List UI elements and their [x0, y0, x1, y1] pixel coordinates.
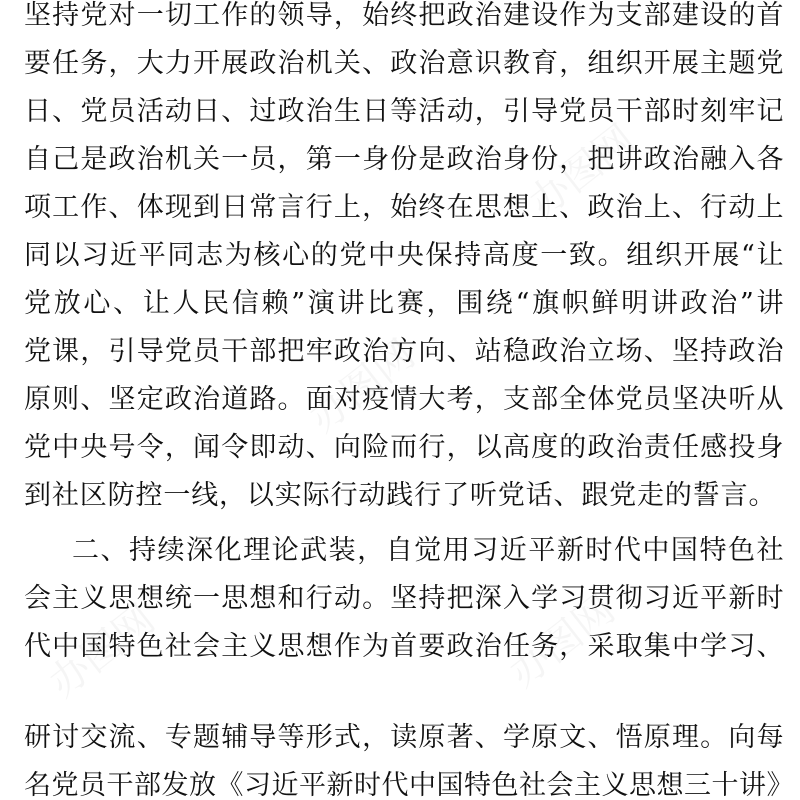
- paragraph-line: 会主义思想统一思想和行动。坚持把深入学习贯彻习近平新时: [24, 583, 784, 614]
- paragraph-line: 要任务，大力开展政治机关、政治意识教育，组织开展主题党: [24, 48, 784, 79]
- section-heading-line: 二、持续深化理论武装，自觉用习近平新时代中国特色社: [72, 535, 784, 566]
- paragraph-line: 日、党员活动日、过政治生日等活动，引导党员干部时刻牢记: [24, 96, 784, 127]
- paragraph-line: 党放心、让人民信赖”演讲比赛，围绕“旗帜鲜明讲政治”讲: [24, 288, 784, 319]
- paragraph-line: 代中国特色社会主义思想作为首要政治任务，采取集中学习、: [24, 631, 784, 662]
- paragraph-line: 名党员干部发放《习近平新时代中国特色社会主义思想三十讲》: [24, 770, 794, 800]
- watermark: 办图网: [500, 586, 624, 697]
- paragraph-line: 党中央号令，闻令即动、向险而行，以高度的政治责任感投身: [24, 432, 784, 463]
- paragraph-line: 到社区防控一线，以实际行动践行了听党话、跟党走的誓言。: [24, 480, 776, 511]
- paragraph-line: 自己是政治机关一员，第一身份是政治身份，把讲政治融入各: [24, 144, 784, 175]
- watermark: 办图网: [40, 596, 164, 707]
- paragraph-line: 项工作、体现到日常言行上，始终在思想上、政治上、行动上: [24, 192, 784, 223]
- paragraph-line: 原则、坚定政治道路。面对疫情大考，支部全体党员坚决听从: [24, 384, 784, 415]
- watermark: 办图网: [300, 331, 424, 442]
- paragraph-line: 党课，引导党员干部把牢政治方向、站稳政治立场、坚持政治: [24, 336, 784, 367]
- watermark: 办图网: [520, 116, 644, 227]
- paragraph-line: 同以习近平同志为核心的党中央保持高度一致。组织开展“让: [24, 240, 784, 271]
- paragraph-line: 坚持党对一切工作的领导，始终把政治建设作为支部建设的首: [24, 0, 784, 31]
- paragraph-line: 研讨交流、专题辅导等形式，读原著、学原文、悟原理。向每: [24, 722, 784, 753]
